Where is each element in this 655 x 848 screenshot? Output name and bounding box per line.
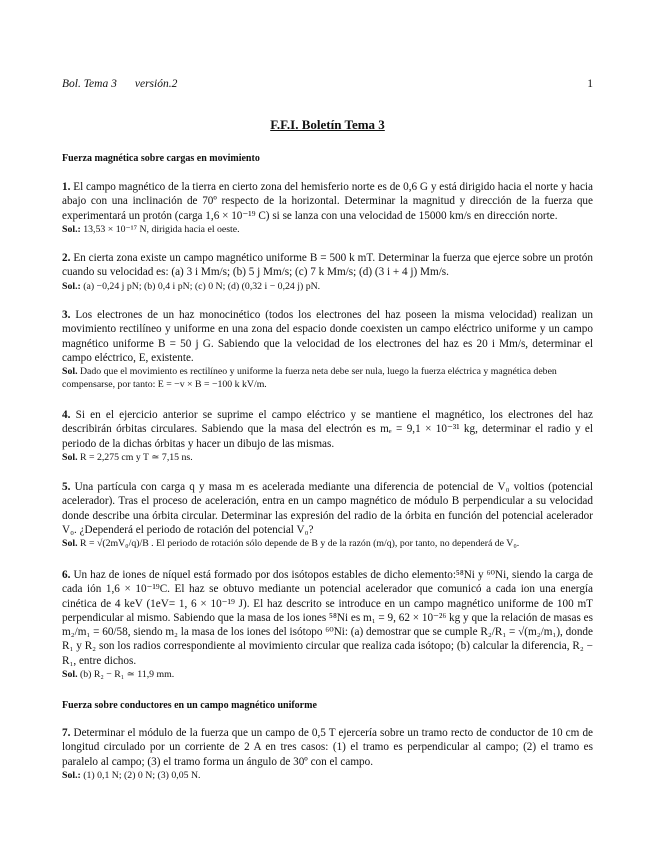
problem-text: El campo magnético de la tierra en cierto zona del hemisferio norte es de 0,6 G y está dirigido hacia el norte y hacia abajo con una inclinación de 70º respecto de la horizontal. Determinar la magnitud y dirección de la fuerza que experimentará un protón (carga 1,6 × 10⁻¹⁹ C) si se lanza con una velocidad de 15000 km/s en dirección norte. [62,181,593,222]
problem-number: 6. [62,569,71,581]
problem-2 [62,251,593,293]
problem-6-statement [62,568,593,668]
solution-label: Sol.: [62,223,81,235]
section-heading-force-conductors: Fuerza sobre conductores en un campo magnético uniforme [62,700,317,711]
problem-text: Determinar el módulo de la fuerza que un campo de 0,5 T ejercería sobre un tramo recto de conductor de 10 cm de longitud circulado por un corriente de 2 A en tres casos: (1) el tramo es perpendicular al campo; (2) el tramo es paralelo al campo; (3) el tramo forma un ángulo de 30º con el campo. [62,727,593,768]
solution-label: Sol. [62,538,78,550]
problem-3-statement [62,308,593,365]
problem-number: 7. [62,727,71,739]
problem-text: En cierta zona existe un campo magnético uniforme B = 500 k mT. Determinar la fuerza que ejerce sobre un protón cuando su velocidad es: (a) 3 i Mm/s; (b) 5 j Mm/s; (c) 7 k Mm/s; (d) (3 i + 4 j) Mm/s. [62,252,593,279]
problem-7 [62,726,593,782]
problem-number: 2. [62,252,71,264]
solution-text: (a) −0,24 j pN; (b) 0,4 i pN; (c) 0 N; (d) (0,32 i − 0,24 j) pN. [83,280,321,292]
solution-label: Sol. [62,366,78,378]
page-number: 1 [587,78,593,90]
header-title: Bol. Tema 3 [62,78,117,90]
problem-6 [62,568,593,681]
problem-1-solution [62,224,593,236]
problem-5 [62,480,593,551]
problem-2-solution [62,281,593,293]
solution-text: R = √(2mV₀/q)/B . El periodo de rotación sólo depende de B y de la razón (m/q), por tanto, no dependerá de V₀. [79,538,520,550]
problem-7-solution [62,770,593,782]
problem-number: 4. [62,409,71,421]
solution-label: Sol.: [62,769,81,781]
problem-text: Los electrones de un haz monocinético (todos los electrones del haz poseen la misma velocidad) realizan un movimiento rectilíneo y uniforme en una zona del espacio donde coexisten un campo eléctrico uniforme y un campo magnético uniforme B = 50 j G. Sabiendo que la velocidad de los electrones del haz es 20 i Mm/s, determinar el campo eléctrico, E, existente. [62,309,594,364]
problem-2-statement [62,251,593,280]
problem-number: 1. [62,181,71,193]
problem-1 [62,180,593,236]
problem-4 [62,408,593,464]
solution-text: (1) 0,1 N; (2) 0 N; (3) 0,05 N. [83,769,201,781]
solution-text: R = 2,275 cm y T ≃ 7,15 ns. [79,451,193,463]
document-title: F.F.I. Boletín Tema 3 [270,117,385,132]
problem-3-solution [62,366,593,391]
problem-4-statement [62,408,593,451]
problem-text: Un haz de iones de níquel está formado por dos isótopos estables de dicho elemento:⁵⁸Ni y ⁶⁰Ni, siendo la carga de cada ión 1,6 × 10⁻¹⁹C. El haz se obtuvo mediante un potencial acelerador que comunicó a cada ion una energía cinética de 4 keV (1eV= 1, 6 × 10⁻¹⁹ J). El haz descrito se introduce en un campo magnético uniforme de 100 mT perpendicular al mismo. Sabiendo que la masa de los iones ⁵⁸Ni es m₁ = 9, 62 × 10⁻²⁶ kg y que la relación de masas es m₂/m₁ = 60/58, siendo m₂ la masa de los iones del isótopo ⁶⁰Ni: (a) demostrar que se cumple R₂/R₁ = √(m₂/m₁), donde R₁ y R₂ son los radios correspondiente al movimiento circular que realiza cada isótopo; (b) calcular la diferencia, R₂ − R₁, entre dichos. [62,569,594,667]
problem-number: 5. [62,481,71,493]
problem-1-statement [62,180,593,223]
problem-text: Si en el ejercicio anterior se suprime el campo eléctrico y se mantiene el magnético, los electrones del haz describirán órbitas circulares. Sabiendo que la masa del electrón es mₑ = 9,1 × 10⁻³¹ kg, determinar el radio y el periodo de la dichas órbitas y hacer un dibujo de las mismas. [62,409,594,450]
solution-text: (b) R₂ − R₁ ≃ 11,9 mm. [79,669,175,681]
problem-number: 3. [62,309,71,321]
problem-3 [62,308,593,391]
problem-4-solution [62,452,593,464]
running-header [62,78,593,90]
solution-label: Sol.: [62,280,81,292]
problem-5-statement [62,480,593,537]
problem-text: Una partícula con carga q y masa m es acelerada mediante una diferencia de potencial de V₀ voltios (potencial acelerador). Tras el proceso de aceleración, entra en un campo magnético de módulo B perpendicular a su velocidad donde describe una órbita circular. Determinar las expresión del radio de la órbita en función del potencial acelerador V₀. ¿Dependerá el periodo de rotación del potencial V₀? [62,481,594,536]
problem-7-statement [62,726,593,769]
solution-text: 13,53 × 10⁻¹⁷ N, dirigida hacia el oeste. [83,223,240,235]
section-heading-magnetic-force-charges: Fuerza magnética sobre cargas en movimiento [62,153,260,164]
solution-label: Sol. [62,451,78,463]
solution-label: Sol. [62,669,78,681]
header-version: versión.2 [134,78,178,90]
problem-5-solution [62,538,593,550]
problem-6-solution [62,669,593,681]
solution-text: Dado que el movimiento es rectilíneo y uniforme la fuerza neta debe ser nula, luego la fuerza eléctrica y magnética deben compensarse, por tanto: E = −v × B = −100 k kV/m. [62,366,557,390]
